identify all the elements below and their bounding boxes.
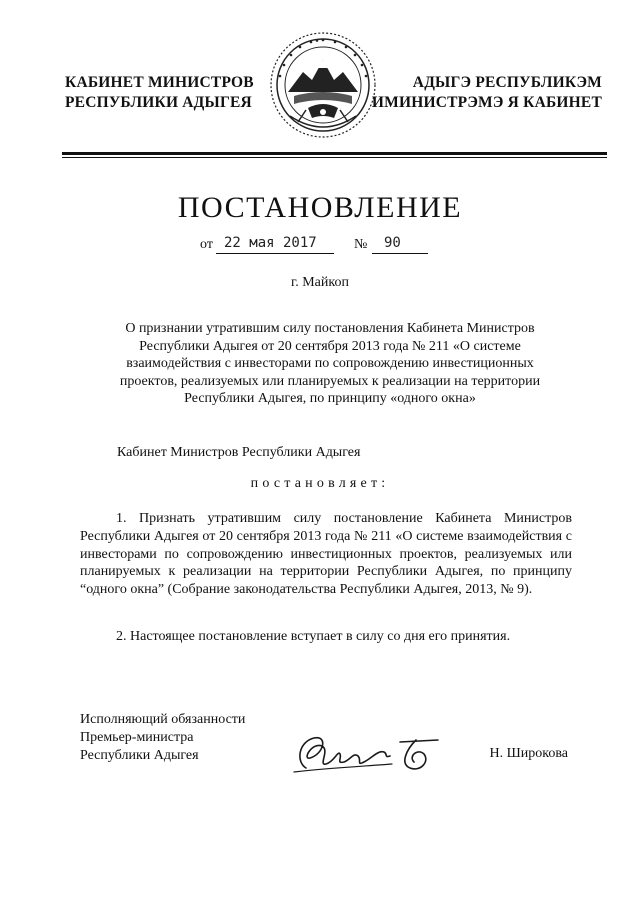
header-divider-thick (62, 152, 607, 155)
role-line: Премьер-министра (80, 729, 194, 745)
subject-line: О признании утратившим силу постановления Кабинета Министров (125, 321, 535, 336)
handwritten-signature (288, 728, 448, 780)
header-right-title (372, 73, 602, 113)
header-left-title (65, 73, 254, 113)
subject-line: взаимодействия с инвесторами по сопровождению инвестиционных (126, 356, 534, 371)
number-value: 90 (384, 235, 401, 251)
date-prefix: от (200, 237, 213, 252)
paragraph-2: 2. Настоящее постановление вступает в силу со дня его принятия. (116, 629, 511, 644)
role-line: Республики Адыгея (80, 747, 199, 763)
subject-line: Республики Адыгея от 20 сентября 2013 года № 211 «О системе (139, 338, 521, 354)
header-right-line1: АДЫГЭ РЕСПУБЛИКЭМ (412, 74, 602, 91)
paragraph-1: 1. Признать утратившим силу постановление Кабинета Министров Республики Адыгея от 20 сентября 2013 года № 211 «О системе взаимодействия с инвесторами по сопровождению инвестиционных проектов, реализуемых или планируемых к реализации на территории Республики Адыгея, по принципу “одного окна” (Собрание законодательства Республики Адыгея, 2013, № 9). (80, 511, 572, 598)
header-divider-thin (62, 157, 607, 158)
date-underline (216, 253, 334, 254)
city: г. Майкоп (291, 275, 349, 290)
role-line: Исполняющий обязанности (80, 712, 246, 727)
signer-name: Н. Широкова (489, 746, 568, 761)
issuer: Кабинет Министров Республики Адыгея (117, 445, 361, 460)
number-underline (372, 253, 428, 254)
subject-line: Республики Адыгея, по принципу «одного окна» (184, 391, 476, 406)
document-subject (95, 320, 565, 408)
coat-of-arms-icon (268, 30, 378, 140)
resolves-word: постановляет: (250, 476, 390, 491)
date-number-line (200, 233, 440, 255)
header-left-line2: РЕСПУБЛИКИ АДЫГЕЯ (65, 94, 252, 111)
header-right-line2: ИМИНИСТРЭМЭ Я КАБИНЕТ (371, 94, 602, 111)
subject-line: проектов, реализуемых или планируемых к реализации на территории (119, 373, 541, 389)
number-prefix: № (354, 237, 368, 252)
date-value: 22 мая 2017 (224, 235, 317, 251)
document-title: ПОСТАНОВЛЕНИЕ (177, 191, 463, 224)
header-left-line1: КАБИНЕТ МИНИСТРОВ (65, 74, 254, 91)
signatory-role (80, 711, 245, 764)
